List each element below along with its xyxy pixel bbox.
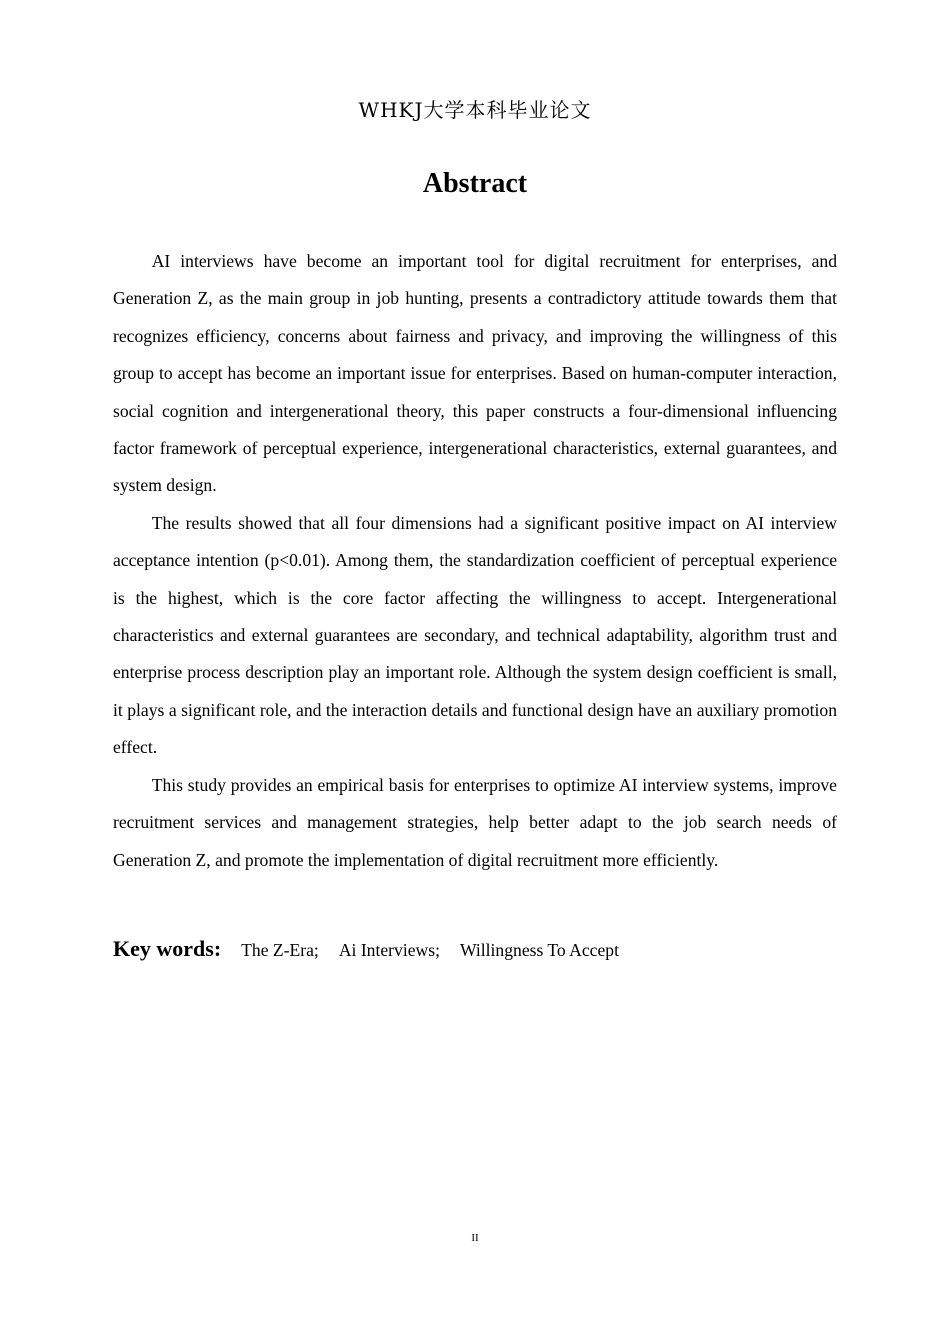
keywords-line: [113, 936, 837, 962]
page-number: II: [471, 1232, 479, 1244]
keyword-item: The Z-Era;: [241, 940, 319, 960]
abstract-title: Abstract: [422, 168, 528, 199]
abstract-paragraph-2: The results showed that all four dimensions had a significant positive impact on AI interview acceptance intention (p<0.01). Among them, the standardization coefficient of perceptual experience is the highest, which is the core factor affecting the willingness to accept. Intergenerational characteristics and external guarantees are secondary, and technical adaptability, algorithm trust and enterprise process description play an important role. Although the system design coefficient is small, it plays a significant role, and the interaction details and functional design have an auxiliary promotion effect.: [113, 512, 837, 758]
document-header: WHKJ大学本科毕业论文: [358, 98, 592, 122]
abstract-paragraph-3: This study provides an empirical basis for enterprises to optimize AI interview systems, improve recruitment services and management strategies, help better adapt to the job search needs of Generation Z, and promote the implementation of digital recruitment more efficiently.: [113, 774, 837, 870]
abstract-body: [113, 243, 837, 879]
abstract-paragraph-1: AI interviews have become an important tool for digital recruitment for enterprises, and Generation Z, as the main group in job hunting, presents a contradictory attitude towards them that recognizes efficiency, concerns about fairness and privacy, and improving the willingness of this group to accept has become an important issue for enterprises. Based on human-computer interaction, social cognition and intergenerational theory, this paper constructs a four-dimensional influencing factor framework of perceptual experience, intergenerational characteristics, external guarantees, and system design.: [113, 251, 837, 496]
keyword-item: Ai Interviews;: [338, 940, 440, 960]
keywords-label: Key words:: [113, 936, 222, 961]
keyword-item: Willingness To Accept: [459, 940, 619, 960]
